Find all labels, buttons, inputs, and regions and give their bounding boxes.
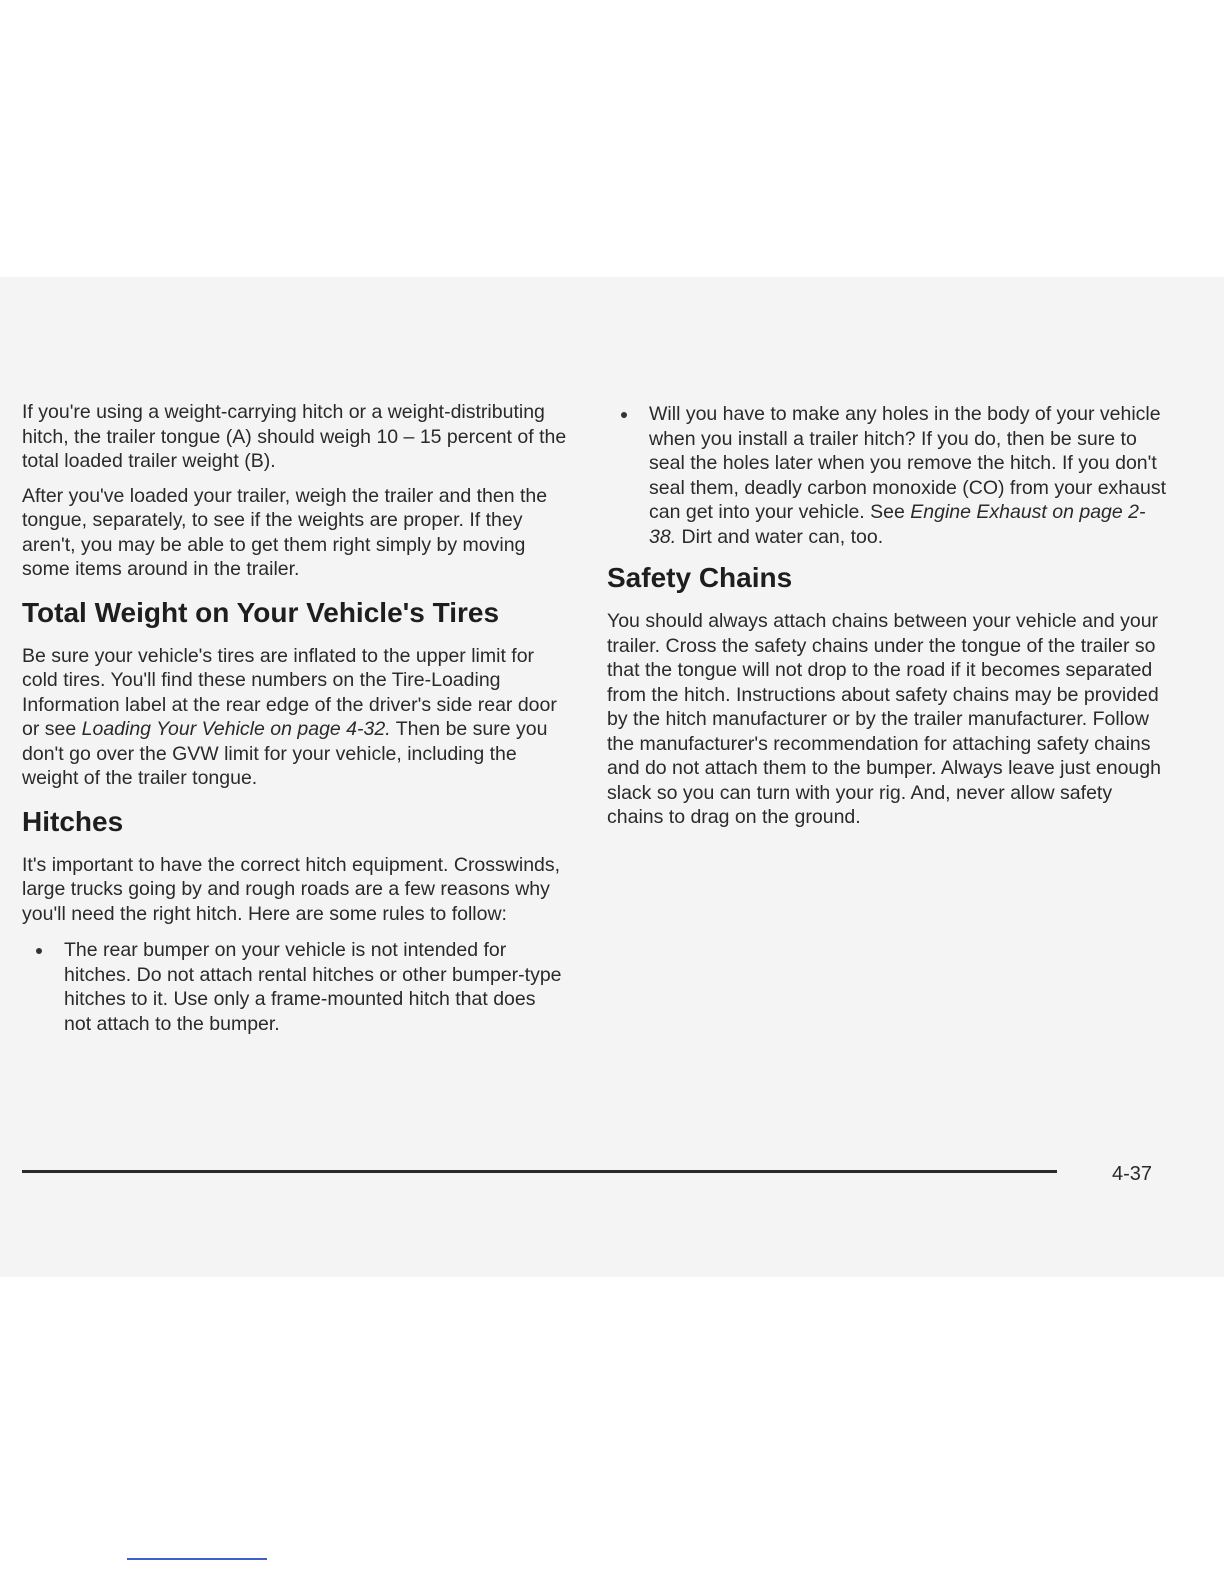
footer-link-underline <box>127 1558 267 1560</box>
tire-inflation-paragraph <box>22 644 567 791</box>
loading-your-vehicle-reference[interactable]: Loading Your Vehicle on page 4-32. <box>81 718 391 740</box>
hitch-rules-list <box>22 938 567 1036</box>
rear-bumper-rule-text: The rear bumper on your vehicle is not intended for hitches. Do not attach rental hitches or other bumper-type hitches to it. Use only a frame-mounted hitch that does not attach to the bumper. <box>64 939 562 1035</box>
bullet-icon <box>621 412 627 418</box>
tire-inflation-text-start: Be sure your vehicle's tires are inflated to the upper limit for cold tires. You'll find these numbers on the Tire-Loading Information label at the rear edge of the driver's side rear door or see <box>22 644 557 740</box>
page-number: 4-37 <box>1112 1163 1153 1185</box>
safety-chains-paragraph: You should always attach chains between your vehicle and your trailer. Cross the safety chains under the tongue of the trailer so that the tongue will not drop to the road if it becomes separated from the hitch. Instructions about safety chains may be provided by the hitch manufacturer or by the trailer manufacturer. Follow the manufacturer's recommendation for attaching safety chains and do not attach them to the bumper. Always leave just enough slack so you can turn with your rig. And, never allow safety chains to drag on the ground. <box>607 610 1161 828</box>
footer-rule <box>22 1170 1057 1173</box>
weigh-trailer-paragraph: After you've loaded your trailer, weigh the trailer and then the tongue, separately, to see if the weights are proper. If they aren't, you may be able to get them right simply by moving some items around in the trailer. <box>22 484 548 580</box>
hitch-rules-list-continued <box>607 402 1167 549</box>
holes-rule-text <box>649 403 1166 548</box>
tongue-weight-paragraph: If you're using a weight-carrying hitch or a weight-distributing hitch, the trailer tongue (A) should weigh 10 – 15 percent of the total loaded trailer weight (B). <box>22 401 567 472</box>
list-item <box>607 402 1167 549</box>
holes-rule-text-start: Will you have to make any holes in the body of your vehicle when you install a trailer hitch? If you do, then be sure to seal the holes later when you remove the hitch. If you don't seal them, deadly carbon monoxide (CO) from your exhaust can get into your vehicle. See <box>649 403 1166 523</box>
bullet-icon <box>36 948 42 954</box>
holes-rule-text-end: Dirt and water can, too. <box>676 525 884 548</box>
engine-exhaust-reference[interactable]: Engine Exhaust on page 2-38. <box>649 501 1146 548</box>
tire-inflation-text-end: Then be sure you don't go over the GVW limit for your vehicle, including the weight of the trailer tongue. <box>22 718 548 789</box>
hitch-equipment-paragraph: It's important to have the correct hitch equipment. Crosswinds, large trucks going by and rough roads are a few reasons why you'll need the right hitch. Here are some rules to follow: <box>22 853 561 925</box>
heading-safety-chains: Safety Chains <box>607 562 793 593</box>
heading-total-weight: Total Weight on Your Vehicle's Tires <box>22 596 500 628</box>
list-item <box>22 938 567 1036</box>
right-column <box>607 400 1167 840</box>
left-column <box>22 400 567 1042</box>
heading-hitches: Hitches <box>22 805 124 837</box>
